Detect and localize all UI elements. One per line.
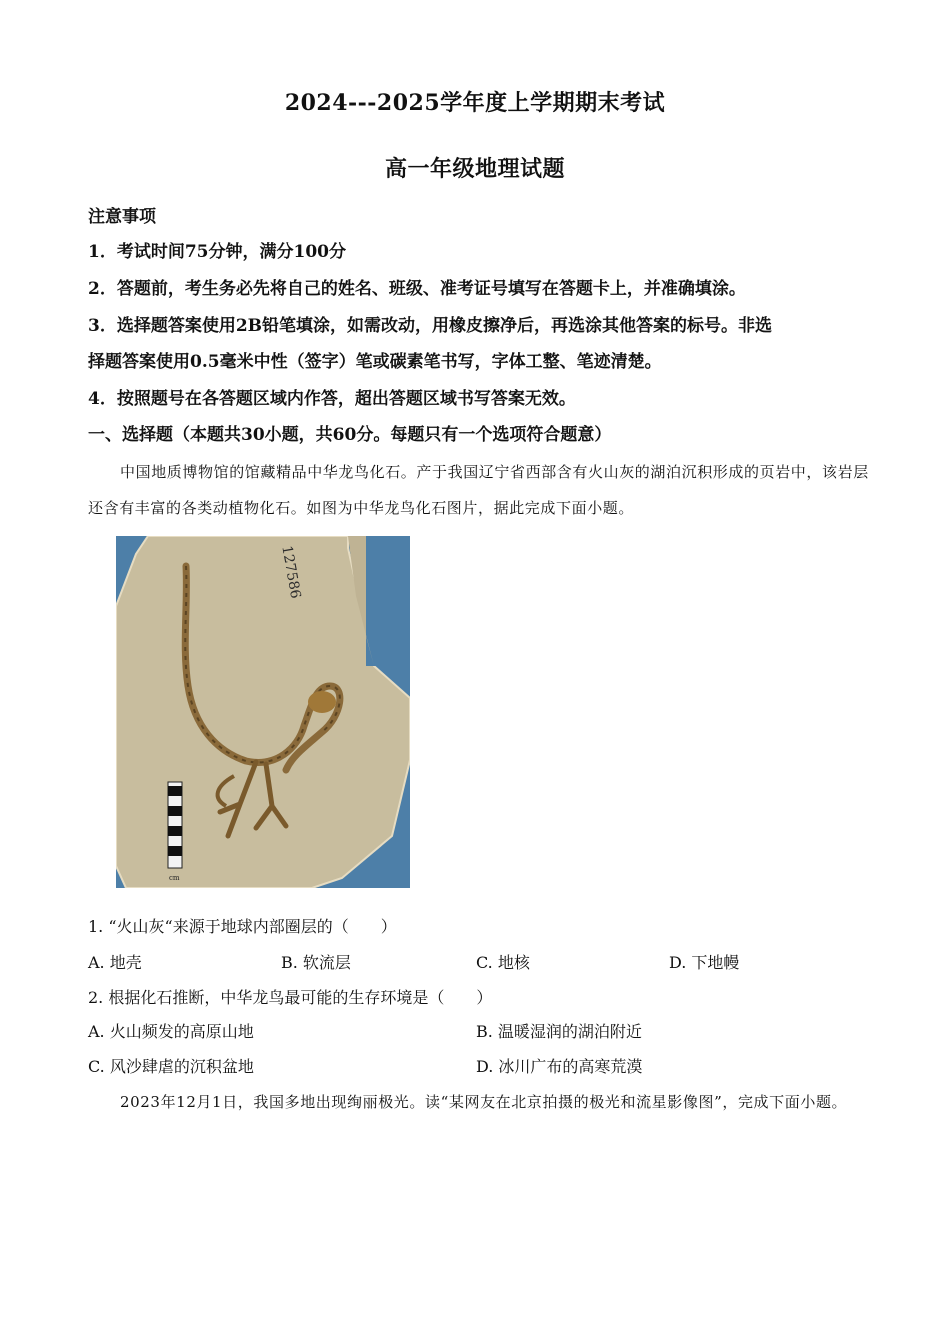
- notice-item: 1．考试时间75分钟，满分100分: [88, 242, 346, 262]
- scale-bar: [168, 782, 182, 882]
- exam-title: 2024---2025学年度上学期期末考试: [284, 90, 666, 116]
- option-b[interactable]: B. 温暖湿润的湖泊附近: [476, 1022, 642, 1041]
- notice-item: 2．答题前，考生务必先将自己的姓名、班级、准考证号填写在答题卡上，并准确填涂。: [88, 279, 746, 299]
- notice-item: 3．选择题答案使用2B铅笔填涂，如需改动，用橡皮擦净后，再选涂其他答案的标号。非选: [88, 316, 773, 336]
- section-heading: 一、选择题（本题共30小题，共60分。每题只有一个选项符合题意）: [88, 425, 612, 445]
- option-a[interactable]: A. 火山频发的高原山地: [88, 1022, 254, 1041]
- reading-passage: 2023年12月1日，我国多地出现绚丽极光。读“某网友在北京拍摄的极光和流星影像图”，完成下面小题。: [120, 1093, 848, 1111]
- option-a[interactable]: A. 地壳: [88, 953, 142, 972]
- exam-subtitle: 高一年级地理试题: [384, 156, 565, 182]
- question-stem: 1. “火山灰“来源于地球内部圈层的（ ）: [88, 917, 397, 936]
- fossil-photo: [116, 536, 410, 888]
- option-d[interactable]: D. 冰川广布的高寒荒漠: [476, 1057, 643, 1076]
- reading-passage: 中国地质博物馆的馆藏精品中华龙鸟化石。产于我国辽宁省西部含有火山灰的湖泊沉积形成的页岩中，该岩层还含有丰富的各类动植物化石。如图为中华龙鸟化石图片，据此完成下面小题。: [88, 463, 869, 517]
- question-stem: 2. 根据化石推断，中华龙鸟最可能的生存环境是（ ）: [88, 988, 493, 1007]
- option-c[interactable]: C. 风沙肆虐的沉积盆地: [88, 1057, 254, 1076]
- notice-heading: 注意事项: [88, 207, 156, 227]
- option-b[interactable]: B. 软流层: [281, 953, 351, 972]
- notice-item: 择题答案使用0.5毫米中性（签字）笔或碳素笔书写，字体工整、笔迹清楚。: [88, 352, 662, 372]
- specimen-number: 127586: [278, 544, 304, 600]
- notice-item: 4．按照题号在各答题区域内作答，超出答题区域书写答案无效。: [88, 389, 576, 409]
- option-c[interactable]: C. 地核: [476, 953, 530, 972]
- option-d[interactable]: D. 下地幔: [669, 953, 740, 972]
- scale-unit: cm: [169, 874, 180, 882]
